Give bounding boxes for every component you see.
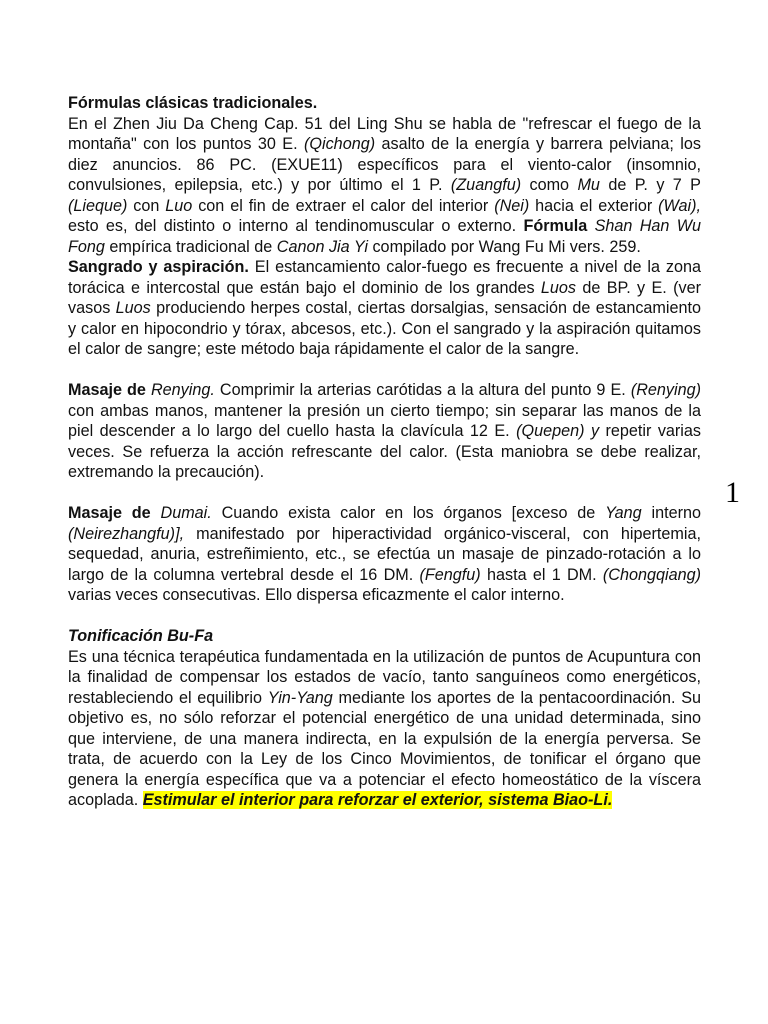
document-body [68, 93, 701, 811]
text-run: Luo [165, 196, 193, 215]
text-run: Luos [540, 278, 577, 297]
text-run: Shan Han Wu Fong [68, 217, 702, 256]
paragraph-tonificacion-heading [68, 626, 701, 647]
text-run: Sangrado y aspiración. [68, 258, 249, 276]
text-run: Comprimir la arterias carótidas a la altura del punto 9 E. [214, 381, 631, 399]
text-run: compilado por Wang Fu Mi vers. 259. [367, 237, 641, 256]
paragraph-formulas-body [68, 114, 701, 258]
text-run: con el fin de extraer el calor del interior [192, 196, 495, 215]
text-run [151, 504, 161, 522]
paragraph-tonificacion-body [68, 647, 701, 811]
text-run: esto es, del distinto o interno al tendinomuscular o externo. [68, 217, 524, 235]
text-run: manifestado por hiperactividad orgánico-visceral, con hipertemia, sequedad, anuria, estreñimiento, etc., se efectúa un masaje de pinzado-rotación a lo largo de la columna vertebral desde el 16 DM. [68, 524, 701, 584]
text-run: Fórmulas clásicas tradicionales. [68, 94, 318, 112]
text-run: (Qichong) [304, 135, 376, 153]
text-run: (Neirezhangfu)], [68, 524, 185, 543]
text-run: Yang [605, 504, 642, 522]
text-run: (Wai), [658, 196, 702, 215]
text-run: como [521, 176, 578, 194]
text-run: varias veces consecutivas. Ello dispersa eficazmente el calor interno. [68, 586, 565, 604]
text-run: hasta el 1 DM. [480, 565, 603, 584]
text-run: Masaje de [68, 381, 146, 399]
text-run: Es una técnica terapéutica fundamentada en la utilización de puntos de Acupuntura con la finalidad de compensar los estados de vacío, tanto sanguíneos como energéticos, restableciendo el equilibrio [68, 647, 701, 707]
text-run: En el Zhen Jiu Da Cheng Cap. 51 del Ling Shu se habla de "refrescar el fuego de la montaña" con los puntos 30 E. [68, 114, 701, 153]
text-run: Canon Jia Yi [276, 237, 368, 256]
text-run: (Quepen) y [516, 422, 600, 440]
text-run: (Zuangfu) [450, 176, 522, 194]
paragraph-masaje-renying [68, 380, 701, 483]
text-run: Mu [577, 176, 600, 194]
text-run [587, 217, 594, 235]
paragraph-formulas-heading [68, 93, 701, 114]
paragraph-gap [68, 483, 701, 504]
text-run: (Nei) [494, 196, 530, 215]
text-run: Luos [115, 299, 151, 317]
paragraph-gap [68, 360, 701, 381]
text-run: hacia el exterior [529, 196, 659, 215]
text-run: con ambas manos, mantener la presión un cierto tiempo; sin separar las manos de la piel descender a lo largo del cuello hasta la clavícula 12 E. [68, 401, 701, 440]
text-run: empírica tradicional de [104, 237, 277, 256]
highlighted-text: Estimular el interior para reforzar el exterior, sistema Biao-Li. [142, 791, 613, 809]
text-run: Masaje de [68, 504, 151, 522]
text-run: interno [641, 504, 701, 522]
text-run: Yin-Yang [267, 688, 333, 707]
text-run: de P. y 7 P [599, 176, 701, 194]
text-run: repetir varias veces. Se refuerza la acción refrescante del calor. (Esta maniobra se debe realizar, extremando la precaución). [68, 422, 702, 481]
text-run: Fórmula [523, 217, 588, 235]
page-number: 1 [725, 476, 740, 509]
text-run: asalto de la energía y barrera pelviana; los diez anuncios. 86 PC. (EXUE11) específicos para el viento-calor (insomnio, convulsiones, epilepsia, etc.) y por último el 1 P. [68, 135, 701, 194]
text-run: Dumai. [160, 504, 212, 522]
text-run: (Fengfu) [419, 565, 481, 584]
paragraph-masaje-dumai [68, 503, 701, 606]
text-run: (Renying) [630, 381, 701, 399]
text-run: de BP. y E. (ver vasos [68, 278, 701, 317]
text-run: con [127, 196, 166, 215]
text-run: Renying. [150, 381, 215, 399]
text-run: Tonificación Bu-Fa [68, 627, 214, 645]
text-run: mediante los aportes de la pentacoordinación. Su objetivo es, no sólo reforzar el potencial energético de una unidad determinada, sino que interviene, de una manera indirecta, en la expulsión de la energía perversa. Se trata, de acuerdo con la Ley de los Cinco Movimientos, de tonificar el órgano que genera la energía específica que va a potenciar el efecto homeostático de la víscera acoplada. [68, 688, 701, 809]
paragraph-sangrado [68, 257, 701, 360]
text-run: Cuando exista calor en los órganos [exceso de [211, 504, 606, 522]
text-run: (Chongqiang) [602, 565, 701, 584]
text-run: (Lieque) [68, 196, 128, 215]
paragraph-gap [68, 606, 701, 627]
text-run: produciendo herpes costal, ciertas dorsalgias, sensación de estancamiento y calor en hipocondrio y tórax, abcesos, etc.). Con el sangrado y la aspiración quitamos el calor de sangre; este método baja rápidamente el calor de la sangre. [68, 299, 701, 358]
text-run: El estancamiento calor-fuego es frecuente a nivel de la zona torácica e intercostal que están bajo el dominio de los grandes [68, 258, 701, 297]
